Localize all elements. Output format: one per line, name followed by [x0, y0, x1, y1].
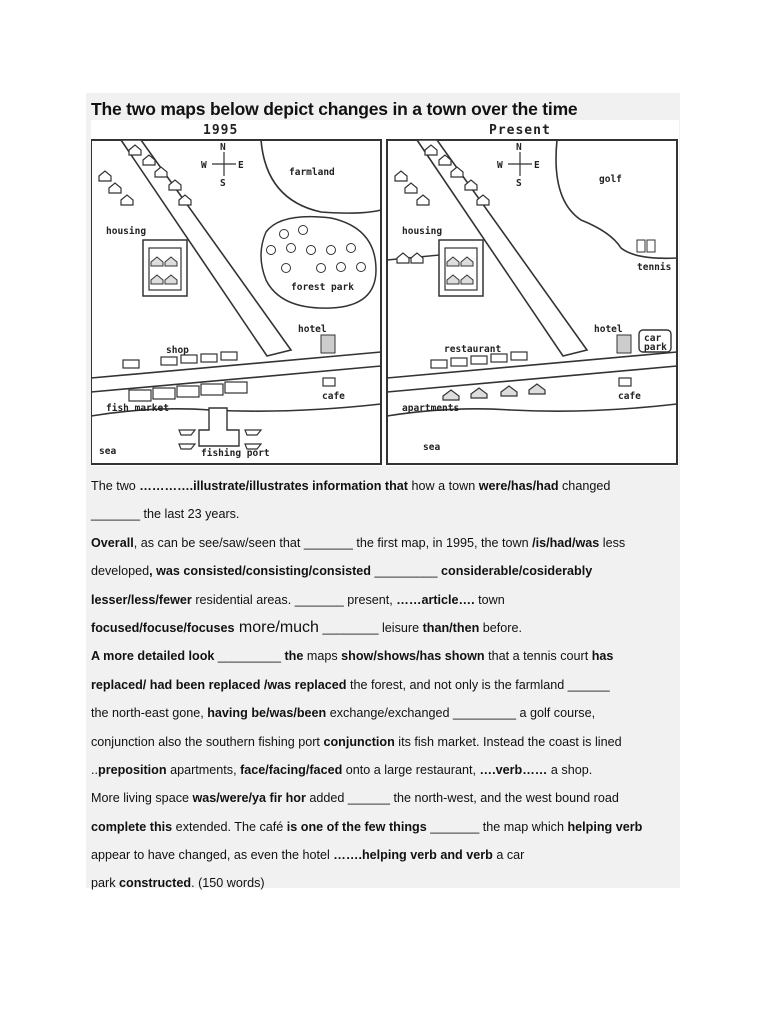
- label-park: park: [644, 342, 667, 353]
- svg-text:S: S: [220, 178, 226, 189]
- text-line: Overall, as can be see/saw/seen that _______ the first map, in 1995, the town /is/had/was less: [91, 535, 626, 550]
- svg-text:E: E: [534, 160, 540, 171]
- tennis-court: [637, 240, 645, 252]
- label-forest-park: forest park: [291, 282, 354, 293]
- cafe-building: [323, 378, 335, 386]
- text-line: A more detailed look _________ the maps show/shows/has shown that a tennis court has: [91, 649, 614, 664]
- label-cafe: cafe: [322, 391, 345, 402]
- text-line: _______ the last 23 years.: [91, 507, 240, 522]
- map-present: [387, 140, 677, 464]
- text-line: conjunction also the southern fishing port conjunction its fish market. Instead the coast is lined: [91, 734, 622, 749]
- text-line: park constructed. (150 words): [91, 876, 265, 891]
- text-line: complete this extended. The café is one of the few things _______ the map which helping verb: [91, 819, 643, 834]
- forest-park-area: [261, 217, 376, 309]
- map-year-right: Present: [489, 123, 551, 138]
- label-fish-market: fish market: [106, 403, 169, 414]
- map-1995: [91, 140, 381, 464]
- label-cafe-present: cafe: [618, 391, 641, 402]
- text-line: developed, was consisted/consisting/consisted _________ considerable/cosiderably: [91, 564, 593, 579]
- text-line: lesser/less/fewer residential areas. _______ present, ……article…. town: [91, 592, 505, 607]
- label-sea: sea: [99, 446, 117, 457]
- cafe-building-present: [619, 378, 631, 386]
- svg-text:S: S: [516, 178, 522, 189]
- label-hotel-present: hotel: [594, 324, 623, 335]
- label-fishing-port: fishing port: [201, 448, 270, 459]
- label-tennis: tennis: [637, 262, 672, 273]
- text-line: appear to have changed, as even the hotel …….helping verb and verb a car: [91, 848, 525, 863]
- worksheet-title: The two maps below depict changes in a town over the time: [91, 99, 578, 119]
- label-apartments: apartments: [402, 403, 460, 414]
- label-housing-present: housing: [402, 226, 443, 237]
- exercise-paragraph: [91, 472, 677, 898]
- label-farmland: farmland: [289, 167, 335, 178]
- svg-text:N: N: [516, 142, 522, 153]
- label-housing: housing: [106, 226, 147, 237]
- svg-text:E: E: [238, 160, 244, 171]
- text-line: More living space was/were/ya fir hor added ______ the north-west, and the west bound road: [91, 791, 619, 806]
- hotel-building-present: [617, 335, 631, 353]
- label-car: car: [644, 333, 662, 344]
- hotel-building: [321, 335, 335, 353]
- label-hotel: hotel: [298, 324, 327, 335]
- text-line: ..preposition apartments, face/facing/faced onto a large restaurant, ….verb…… a shop.: [91, 762, 593, 777]
- svg-text:W: W: [201, 160, 207, 171]
- text-line: replaced/ had been replaced /was replaced the forest, and not only is the farmland ______: [91, 677, 610, 692]
- svg-text:N: N: [220, 142, 226, 153]
- label-sea-present: sea: [423, 442, 441, 453]
- label-restaurant: restaurant: [444, 344, 502, 355]
- text-line: The two ………….illustrate/illustrates information that how a town were/has/had changed: [91, 479, 611, 493]
- worksheet: [86, 93, 680, 891]
- maps-figure: [91, 120, 679, 466]
- svg-text:W: W: [497, 160, 503, 171]
- text-line: focused/focuse/focuses more/much ________ leisure than/then before.: [91, 618, 522, 636]
- text-line: the north-east gone, having be/was/been exchange/exchanged _________ a golf course,: [91, 706, 596, 721]
- maps-svg: [91, 120, 679, 466]
- map-year-left: 1995: [203, 123, 239, 138]
- label-shop: shop: [166, 345, 189, 356]
- label-golf: golf: [599, 174, 622, 185]
